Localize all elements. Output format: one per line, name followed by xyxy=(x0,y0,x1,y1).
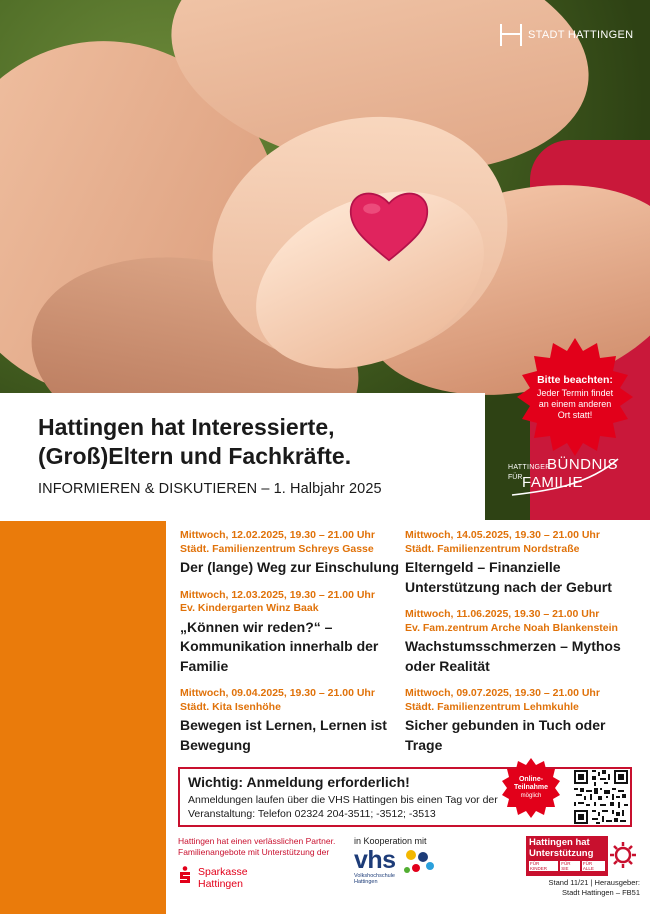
vhs-sub-line-1: Volkshochschule xyxy=(354,873,395,879)
hattingen-unterstuetzung-logo xyxy=(526,836,634,876)
event-date: Mittwoch, 14.05.2025, 19.30 – 21.00 Uhr xyxy=(405,529,600,541)
heart-icon xyxy=(346,185,432,265)
event-title: Wachstumsschmerzen – Mythos oder Realität xyxy=(405,638,621,674)
qr-code-icon[interactable] xyxy=(574,770,628,824)
orange-sidebar xyxy=(0,521,166,914)
event-location: Städt. Familienzentrum Nordstraße xyxy=(405,542,580,555)
sun-icon xyxy=(610,842,636,868)
sparkasse-icon xyxy=(178,866,192,884)
event-item xyxy=(180,589,402,677)
sparkasse-logo xyxy=(178,866,248,890)
event-item xyxy=(405,687,627,755)
cooperation-label: in Kooperation mit xyxy=(354,836,427,846)
page-title-line-2: (Groß)Eltern und Fachkräfte. xyxy=(38,443,352,469)
online-badge-line-2: Teilnahme xyxy=(513,784,549,791)
buendnis-small-bottom: FÜR xyxy=(508,474,523,481)
sparkasse-line-2: Hattingen xyxy=(198,878,243,890)
event-item xyxy=(180,687,402,755)
event-location: Städt. Kita Isenhöhe xyxy=(180,700,281,713)
sparkasse-line-1: Sparkasse xyxy=(198,866,248,878)
notice-starburst xyxy=(514,336,636,458)
page-title-line-1: Hattingen hat Interessierte, xyxy=(38,414,335,440)
hu-tag: FÜR SIE xyxy=(560,861,580,871)
online-badge-line-1: Online- xyxy=(518,776,544,783)
vhs-logo xyxy=(354,846,444,886)
event-title: „Können wir reden?“ – Kommunikation innerhalb der Familie xyxy=(180,618,379,674)
city-logo xyxy=(500,24,633,46)
event-title: Bewegen ist Lernen, Lernen ist Bewegung xyxy=(180,717,387,753)
online-badge xyxy=(500,757,562,819)
event-location: Ev. Kindergarten Winz Baak xyxy=(180,602,319,614)
notice-text: Jeder Termin findet an einem anderen Ort statt! xyxy=(536,387,614,420)
event-date: Mittwoch, 09.07.2025, 19.30 – 21.00 Uhr xyxy=(405,687,600,699)
event-location: Ev. Fam.zentrum Arche Noah Blankenstein xyxy=(405,621,618,634)
buendnis-logo xyxy=(508,455,628,505)
imprint xyxy=(540,878,640,897)
event-date: Mittwoch, 12.03.2025, 19.30 – 21.00 Uhr xyxy=(180,588,375,601)
event-item xyxy=(405,529,627,597)
buendnis-big-top: BÜNDNIS xyxy=(547,456,619,473)
buendnis-big-bottom: FAMILIE xyxy=(522,474,584,491)
event-date: Mittwoch, 12.02.2025, 19.30 – 21.00 Uhr xyxy=(180,529,375,541)
vhs-wordmark: vhs xyxy=(354,846,396,874)
event-title: Sicher gebunden in Tuch oder Trage xyxy=(405,717,606,753)
hu-line-1: Hattingen hat xyxy=(529,837,590,848)
online-badge-line-3: möglich xyxy=(520,793,542,799)
hu-tag: FÜR KINDER xyxy=(529,861,558,871)
registration-box xyxy=(178,767,632,827)
vhs-dots-icon xyxy=(402,848,436,878)
partner-text: Hattingen hat einen verlässlichen Partner. Familienangebote mit Unterstützung der xyxy=(178,836,336,857)
buendnis-small-top: HATTINGER xyxy=(508,464,551,471)
vhs-sub-line-2: Hattingen xyxy=(354,879,378,885)
imprint-line-1: Stand 11/21 | Herausgeber: xyxy=(548,878,640,887)
city-logo-text: STADT HATTINGEN xyxy=(528,29,634,41)
event-location: Städt. Familienzentrum Lehmkuhle xyxy=(405,700,579,713)
event-title: Der (lange) Weg zur Einschulung xyxy=(180,559,400,575)
page-subtitle: INFORMIEREN & DISKUTIEREN – 1. Halbjahr 2025 xyxy=(38,481,382,497)
hu-tag: FÜR ALLE xyxy=(582,861,605,871)
city-logo-icon xyxy=(500,24,522,46)
event-location: Städt. Familienzentrum Schreys Gasse xyxy=(180,542,374,555)
hu-line-2: Unterstützung xyxy=(529,847,594,859)
event-date: Mittwoch, 11.06.2025, 19.30 – 21.00 Uhr xyxy=(405,608,600,620)
title-block xyxy=(0,393,485,521)
notice-title: Bitte beachten: xyxy=(537,373,613,386)
event-item xyxy=(405,608,627,676)
registration-text: Anmeldungen laufen über die VHS Hattingen bis einen Tag vor der Veranstaltung: Telefon 02324 204-3511; -3512; -3513 xyxy=(188,794,498,820)
event-date: Mittwoch, 09.04.2025, 19.30 – 21.00 Uhr xyxy=(180,687,375,699)
registration-title: Wichtig: Anmeldung erforderlich! xyxy=(188,774,410,790)
imprint-line-2: Stadt Hattingen – FB51 xyxy=(562,887,640,897)
event-item xyxy=(180,529,402,578)
hu-logo-box xyxy=(526,836,608,876)
event-column-right xyxy=(405,529,627,766)
event-title: Elterngeld – Finanzielle Unterstützung nach der Geburt xyxy=(405,559,612,595)
event-column-left xyxy=(180,529,402,766)
